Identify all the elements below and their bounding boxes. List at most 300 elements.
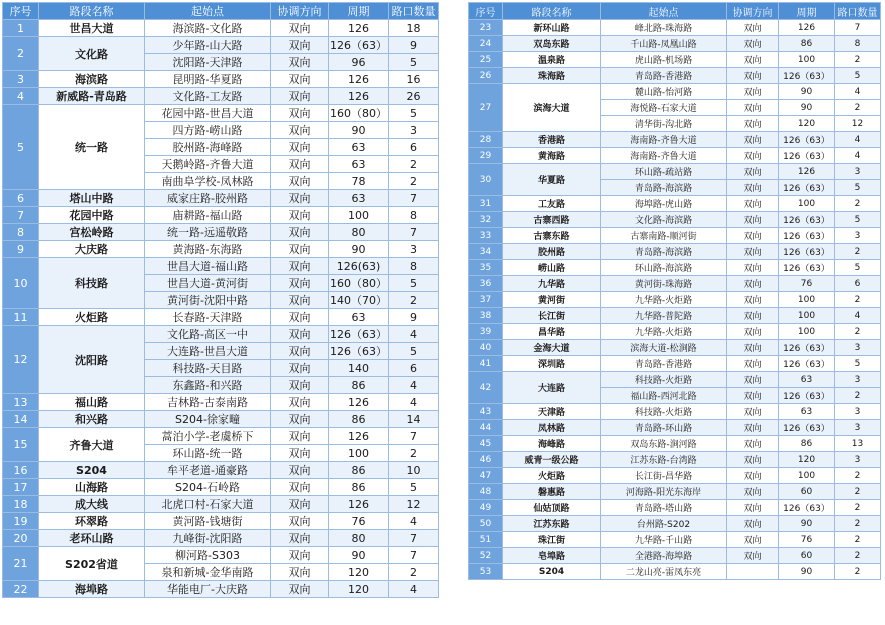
row-road-name: 文化路: [39, 37, 145, 71]
row-start-end: 大连路-世昌大道: [145, 343, 271, 360]
row-start-end: 少年路-山大路: [145, 37, 271, 54]
row-intersection-count: 5: [835, 356, 881, 372]
row-start-end: 沈阳路-天津路: [145, 54, 271, 71]
row-road-name: 珠江街: [503, 532, 601, 548]
row-cycle: 90: [779, 564, 835, 580]
row-cycle: 90: [329, 122, 389, 139]
row-start-end: 青岛路-塔山路: [601, 500, 727, 516]
row-road-name: S204: [39, 462, 145, 479]
row-seq: 36: [469, 276, 503, 292]
row-road-name: 江苏东路: [503, 516, 601, 532]
row-direction: 双向: [727, 132, 779, 148]
table-row: [469, 452, 881, 468]
row-direction: 双向: [727, 388, 779, 404]
row-intersection-count: 2: [835, 244, 881, 260]
row-start-end: 九华路-火炬路: [601, 324, 727, 340]
row-intersection-count: 4: [835, 308, 881, 324]
row-cycle: 63: [329, 139, 389, 156]
row-intersection-count: 3: [835, 420, 881, 436]
row-direction: 双向: [271, 173, 329, 190]
row-start-end: 峰北路-珠海路: [601, 20, 727, 36]
table-row: [469, 548, 881, 564]
row-start-end: 长江街-昌华路: [601, 468, 727, 484]
row-direction: 双向: [727, 164, 779, 180]
row-start-end: 九峰街-沈阳路: [145, 530, 271, 547]
row-road-name: 成大线: [39, 496, 145, 513]
row-seq: 18: [3, 496, 39, 513]
row-road-name: S204: [503, 564, 601, 580]
row-intersection-count: 7: [389, 224, 439, 241]
row-start-end: 科技路-天目路: [145, 360, 271, 377]
row-direction: 双向: [727, 116, 779, 132]
row-start-end: 河海路-阳光东海岸: [601, 484, 727, 500]
row-cycle: 126: [329, 88, 389, 105]
row-cycle: 126（63）: [779, 212, 835, 228]
row-direction: 双向: [727, 36, 779, 52]
row-intersection-count: 8: [389, 258, 439, 275]
row-start-end: 长春路-天津路: [145, 309, 271, 326]
row-intersection-count: 7: [389, 190, 439, 207]
row-direction: 双向: [727, 404, 779, 420]
row-direction: 双向: [727, 500, 779, 516]
row-seq: 17: [3, 479, 39, 496]
row-seq: 32: [469, 212, 503, 228]
row-seq: 45: [469, 436, 503, 452]
row-intersection-count: 10: [389, 462, 439, 479]
row-seq: 41: [469, 356, 503, 372]
row-direction: 双向: [727, 356, 779, 372]
row-start-end: 滨海大道-松涧路: [601, 340, 727, 356]
row-start-end: 九华路-千山路: [601, 532, 727, 548]
table-row: [469, 276, 881, 292]
row-direction: 双向: [727, 468, 779, 484]
row-direction: 双向: [727, 276, 779, 292]
row-road-name: 海滨路: [39, 71, 145, 88]
table-header-row: [3, 3, 439, 20]
table-row: [469, 500, 881, 516]
row-start-end: 海南路-齐鲁大道: [601, 132, 727, 148]
row-direction: 双向: [271, 122, 329, 139]
row-intersection-count: 4: [835, 84, 881, 100]
row-direction: 双向: [271, 207, 329, 224]
row-seq: 16: [3, 462, 39, 479]
row-start-end: 环山路-统一路: [145, 445, 271, 462]
row-road-name: 大庆路: [39, 241, 145, 258]
row-cycle: 86: [329, 462, 389, 479]
row-direction: 双向: [727, 180, 779, 196]
row-road-name: 黄河街: [503, 292, 601, 308]
row-direction: 双向: [271, 377, 329, 394]
row-cycle: 126（63）: [779, 244, 835, 260]
table-row: [469, 468, 881, 484]
row-start-end: 海南路-齐鲁大道: [601, 148, 727, 164]
row-road-name: 黄海路: [503, 148, 601, 164]
row-road-name: 古寨东路: [503, 228, 601, 244]
row-road-name: 双岛东路: [503, 36, 601, 52]
row-direction: 双向: [271, 479, 329, 496]
intersection-table-left: [2, 2, 439, 598]
row-start-end: 昆明路-华夏路: [145, 71, 271, 88]
row-seq: 15: [3, 428, 39, 462]
row-direction: 双向: [271, 428, 329, 445]
row-start-end: 虎山路-机场路: [601, 52, 727, 68]
row-cycle: 86: [329, 377, 389, 394]
row-direction: 双向: [727, 52, 779, 68]
row-cycle: 126（63）: [779, 148, 835, 164]
row-direction: 双向: [271, 496, 329, 513]
row-direction: 双向: [727, 84, 779, 100]
row-seq: 14: [3, 411, 39, 428]
row-start-end: 黄海路-东海路: [145, 241, 271, 258]
row-road-name: 古寨西路: [503, 212, 601, 228]
table-row: [3, 326, 439, 343]
table-row: [469, 564, 881, 580]
row-seq: 51: [469, 532, 503, 548]
row-seq: 42: [469, 372, 503, 404]
row-road-name: 崂山路: [503, 260, 601, 276]
row-direction: 双向: [727, 20, 779, 36]
row-intersection-count: 7: [389, 547, 439, 564]
row-start-end: 台州路-S202: [601, 516, 727, 532]
table-row: [3, 105, 439, 122]
header-intersection-count: 路口数量: [389, 3, 439, 20]
row-cycle: 86: [779, 436, 835, 452]
table-row: [3, 496, 439, 513]
row-direction: 双向: [271, 54, 329, 71]
row-intersection-count: 2: [835, 564, 881, 580]
row-start-end: 海滨路-文化路: [145, 20, 271, 37]
table-row: [469, 516, 881, 532]
row-cycle: 126（63）: [329, 37, 389, 54]
row-cycle: 120: [779, 116, 835, 132]
row-cycle: 63: [329, 190, 389, 207]
row-cycle: 80: [329, 530, 389, 547]
row-road-name: 塔山中路: [39, 190, 145, 207]
header-start-end: 起始点: [145, 3, 271, 20]
row-cycle: 126（63）: [779, 228, 835, 244]
header-seq: 序号: [469, 3, 503, 20]
row-cycle: 126（63）: [779, 388, 835, 404]
row-intersection-count: 8: [389, 207, 439, 224]
row-intersection-count: 6: [389, 139, 439, 156]
table-row: [469, 260, 881, 276]
row-intersection-count: 2: [835, 500, 881, 516]
row-cycle: 60: [779, 548, 835, 564]
row-start-end: 世昌大道-福山路: [145, 258, 271, 275]
row-cycle: 63: [779, 404, 835, 420]
row-seq: 7: [3, 207, 39, 224]
row-intersection-count: 2: [835, 324, 881, 340]
row-direction: 双向: [727, 516, 779, 532]
row-cycle: 160（80）: [329, 105, 389, 122]
row-intersection-count: 5: [835, 180, 881, 196]
row-cycle: 100: [779, 292, 835, 308]
row-direction: 双向: [271, 88, 329, 105]
table-row: [3, 88, 439, 105]
row-seq: 30: [469, 164, 503, 196]
row-intersection-count: 6: [389, 360, 439, 377]
row-cycle: 126: [329, 394, 389, 411]
row-cycle: 100: [779, 324, 835, 340]
row-intersection-count: 5: [389, 343, 439, 360]
row-start-end: 科技路-火炬路: [601, 372, 727, 388]
table-row: [469, 196, 881, 212]
row-start-end: 黄河路-钱塘街: [145, 513, 271, 530]
table-row: [3, 224, 439, 241]
row-direction: 双向: [727, 420, 779, 436]
table-row: [3, 309, 439, 326]
row-start-end: 统一路-远遥敬路: [145, 224, 271, 241]
row-intersection-count: 2: [389, 292, 439, 309]
table-header-row: [469, 3, 881, 20]
row-seq: 27: [469, 84, 503, 132]
row-road-name: 仙姑顶路: [503, 500, 601, 516]
row-road-name: 和兴路: [39, 411, 145, 428]
row-cycle: 100: [779, 52, 835, 68]
row-direction: 双向: [271, 224, 329, 241]
row-intersection-count: 2: [835, 292, 881, 308]
row-road-name: 威青一级公路: [503, 452, 601, 468]
row-direction: 双向: [271, 547, 329, 564]
table-row: [469, 68, 881, 84]
row-cycle: 126: [329, 496, 389, 513]
row-intersection-count: 4: [389, 394, 439, 411]
row-start-end: 科技路-火炬路: [601, 404, 727, 420]
row-cycle: 126（63）: [329, 343, 389, 360]
row-direction: 双向: [727, 196, 779, 212]
row-intersection-count: 12: [389, 496, 439, 513]
row-cycle: 90: [329, 547, 389, 564]
header-direction: 协调方向: [727, 3, 779, 20]
row-road-name: 海峰路: [503, 436, 601, 452]
table-row: [469, 372, 881, 388]
row-direction: 双向: [271, 530, 329, 547]
row-direction: 双向: [271, 581, 329, 598]
header-intersection-count: 路口数量: [835, 3, 881, 20]
row-start-end: 环山路-海滨路: [601, 260, 727, 276]
row-cycle: 78: [329, 173, 389, 190]
row-direction: 双向: [271, 343, 329, 360]
row-road-name: 皂埠路: [503, 548, 601, 564]
table-row: [469, 420, 881, 436]
row-road-name: 香港路: [503, 132, 601, 148]
row-seq: 37: [469, 292, 503, 308]
row-direction: 双向: [271, 190, 329, 207]
row-intersection-count: 4: [389, 326, 439, 343]
row-direction: 双向: [727, 212, 779, 228]
row-intersection-count: 3: [389, 122, 439, 139]
row-seq: 4: [3, 88, 39, 105]
table-row: [3, 207, 439, 224]
table-row: [469, 308, 881, 324]
row-road-name: 山海路: [39, 479, 145, 496]
row-start-end: 江苏东路-台湾路: [601, 452, 727, 468]
row-road-name: 金海大道: [503, 340, 601, 356]
row-start-end: 天鹅岭路-齐鲁大道: [145, 156, 271, 173]
table-row: [469, 244, 881, 260]
row-intersection-count: 3: [835, 164, 881, 180]
row-direction: 双向: [727, 452, 779, 468]
row-start-end: 青岛路-香港路: [601, 356, 727, 372]
row-direction: 双向: [727, 100, 779, 116]
row-road-name: 华夏路: [503, 164, 601, 196]
row-direction: 双向: [727, 532, 779, 548]
row-intersection-count: 2: [835, 52, 881, 68]
row-seq: 3: [3, 71, 39, 88]
row-start-end: 北虎口村-石家大道: [145, 496, 271, 513]
header-seq: 序号: [3, 3, 39, 20]
row-intersection-count: 5: [835, 68, 881, 84]
table-body-right: [469, 20, 881, 580]
row-direction: 双向: [271, 139, 329, 156]
row-start-end: 华能电厂-大庆路: [145, 581, 271, 598]
row-start-end: 泉和新城-金华南路: [145, 564, 271, 581]
row-direction: 双向: [271, 564, 329, 581]
row-seq: 19: [3, 513, 39, 530]
row-road-name: 沈阳路: [39, 326, 145, 394]
row-intersection-count: 2: [389, 445, 439, 462]
row-direction: 双向: [271, 513, 329, 530]
table-row: [469, 532, 881, 548]
row-direction: 双向: [727, 436, 779, 452]
row-seq: 20: [3, 530, 39, 547]
row-start-end: 胶州路-海峰路: [145, 139, 271, 156]
row-road-name: 深圳路: [503, 356, 601, 372]
row-intersection-count: 14: [389, 411, 439, 428]
intersection-table-right: [468, 2, 881, 580]
table-row: [469, 212, 881, 228]
row-seq: 22: [3, 581, 39, 598]
row-intersection-count: 2: [389, 564, 439, 581]
row-cycle: 60: [779, 484, 835, 500]
table-row: [3, 20, 439, 37]
row-cycle: 126: [779, 20, 835, 36]
row-cycle: 126（63）: [779, 420, 835, 436]
row-intersection-count: 5: [389, 105, 439, 122]
row-cycle: 86: [329, 411, 389, 428]
row-intersection-count: 2: [389, 156, 439, 173]
row-intersection-count: 2: [835, 532, 881, 548]
row-cycle: 96: [329, 54, 389, 71]
table-row: [3, 513, 439, 530]
row-cycle: 100: [329, 207, 389, 224]
table-row: [3, 547, 439, 564]
row-road-name: 大连路: [503, 372, 601, 404]
row-road-name: 老环山路: [39, 530, 145, 547]
row-direction: 双向: [271, 445, 329, 462]
row-seq: 28: [469, 132, 503, 148]
row-cycle: 63: [329, 309, 389, 326]
row-intersection-count: 5: [835, 212, 881, 228]
row-road-name: 磐惠路: [503, 484, 601, 500]
row-cycle: 120: [329, 564, 389, 581]
table-row: [3, 71, 439, 88]
row-cycle: 126（63）: [779, 260, 835, 276]
row-cycle: 126(63): [329, 258, 389, 275]
row-direction: 双向: [727, 68, 779, 84]
row-direction: 双向: [271, 105, 329, 122]
row-direction: 双向: [271, 292, 329, 309]
header-cycle: 周期: [779, 3, 835, 20]
row-start-end: 海悦路-石家大道: [601, 100, 727, 116]
row-seq: 53: [469, 564, 503, 580]
row-start-end: 柳河路-S303: [145, 547, 271, 564]
row-intersection-count: 18: [389, 20, 439, 37]
row-start-end: 海埠路-虎山路: [601, 196, 727, 212]
row-road-name: 齐鲁大道: [39, 428, 145, 462]
row-start-end: S204-石岭路: [145, 479, 271, 496]
row-cycle: 100: [329, 445, 389, 462]
row-start-end: 南曲阜学校-凤林路: [145, 173, 271, 190]
row-cycle: 126: [329, 20, 389, 37]
row-direction: 双向: [727, 484, 779, 500]
row-start-end: 青岛路-海滨路: [601, 180, 727, 196]
row-seq: 2: [3, 37, 39, 71]
row-intersection-count: 4: [835, 132, 881, 148]
row-seq: 12: [3, 326, 39, 394]
row-start-end: 古寨南路-顺河街: [601, 228, 727, 244]
row-cycle: 63: [779, 372, 835, 388]
row-intersection-count: 4: [835, 148, 881, 164]
row-seq: 43: [469, 404, 503, 420]
row-road-name: 火炬路: [39, 309, 145, 326]
row-direction: [727, 564, 779, 580]
row-start-end: 文化路-高区一中: [145, 326, 271, 343]
row-seq: 50: [469, 516, 503, 532]
row-seq: 48: [469, 484, 503, 500]
row-direction: 双向: [727, 292, 779, 308]
row-start-end: 双岛东路-涧河路: [601, 436, 727, 452]
row-direction: 双向: [271, 258, 329, 275]
table-row: [3, 258, 439, 275]
row-seq: 31: [469, 196, 503, 212]
row-intersection-count: 3: [835, 372, 881, 388]
table-row: [469, 356, 881, 372]
table-row: [3, 241, 439, 258]
row-intersection-count: 3: [835, 228, 881, 244]
row-seq: 13: [3, 394, 39, 411]
table-row: [3, 479, 439, 496]
table-row: [469, 228, 881, 244]
row-cycle: 86: [779, 36, 835, 52]
row-start-end: 牟平老道-通豪路: [145, 462, 271, 479]
header-cycle: 周期: [329, 3, 389, 20]
row-seq: 52: [469, 548, 503, 564]
row-intersection-count: 2: [389, 173, 439, 190]
row-seq: 38: [469, 308, 503, 324]
row-start-end: 九华路-普陀路: [601, 308, 727, 324]
row-direction: 双向: [271, 309, 329, 326]
header-road-name: 路段名称: [39, 3, 145, 20]
row-intersection-count: 3: [835, 404, 881, 420]
row-direction: 双向: [727, 244, 779, 260]
row-intersection-count: 9: [389, 37, 439, 54]
row-start-end: 清华街-沟北路: [601, 116, 727, 132]
row-cycle: 126: [779, 164, 835, 180]
row-start-end: 青岛路-环山路: [601, 420, 727, 436]
row-seq: 5: [3, 105, 39, 190]
row-seq: 10: [3, 258, 39, 309]
row-seq: 24: [469, 36, 503, 52]
row-start-end: 花园中路-世昌大道: [145, 105, 271, 122]
row-intersection-count: 16: [389, 71, 439, 88]
row-direction: 双向: [271, 360, 329, 377]
row-road-name: 福山路: [39, 394, 145, 411]
row-intersection-count: 26: [389, 88, 439, 105]
row-seq: 11: [3, 309, 39, 326]
row-cycle: 76: [779, 532, 835, 548]
row-cycle: 100: [779, 196, 835, 212]
